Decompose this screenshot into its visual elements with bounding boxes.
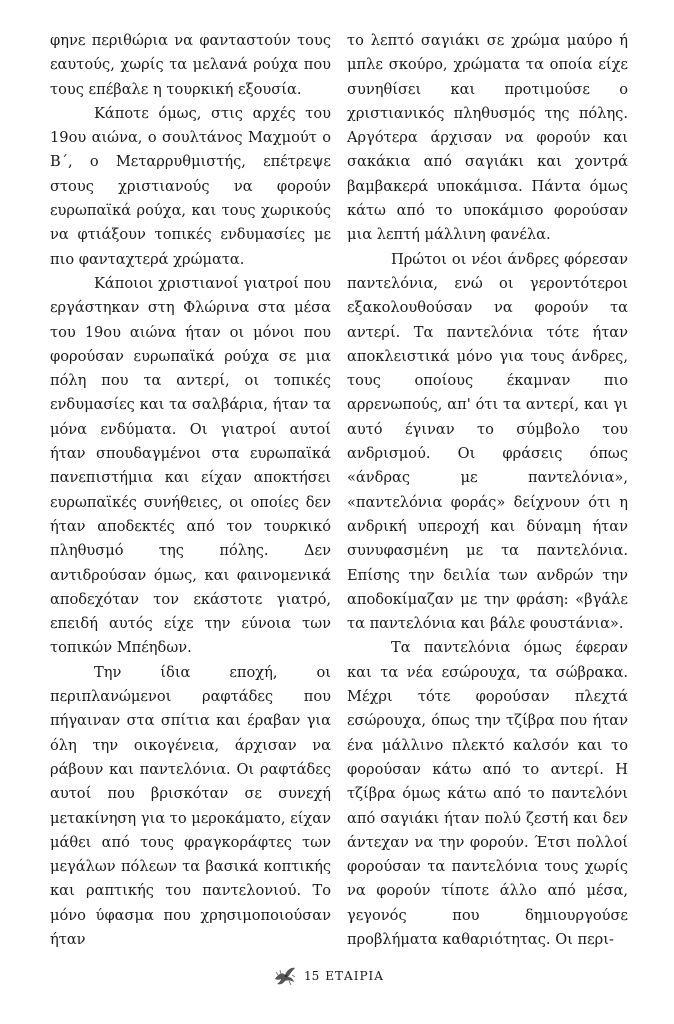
paragraph: φηνε περιθώρια να φανταστούν τους εαυτούς, χωρίς τα μελανά ρούχα που τους επέβαλε η τουρκική εξουσία. — [50, 32, 331, 98]
paragraph: Κάποιοι χριστιανοί γιατροί που εργάστηκαν στη Φλώρινα στα μέσα του 19ου αιώνα ήταν οι μόνοι που φορούσαν ευρωπαϊκά ρούχα σε μια πόλη που τα αντερί, οι τοπικές ενδυμασίες και τα σαλβάρια, ήταν τα μόνα ενδύματα. Οι γιατροί αυτοί ήταν σπουδαγμένοι στα ευρωπαϊκά πανεπιστήμια και είχαν αποκτήσει ευρωπαϊκές συνήθειες, οι οποίες δεν ήταν αποδεκτές από τον τουρκικό πληθυσμό της πόλης. Δεν αντιδρούσαν όμως, και φαινομενικά αποδεχόταν τον εκάστοτε γιατρό, επειδή αυτός είχε την εύνοια των τοπικών Μπέηδων. — [50, 274, 331, 657]
right-column — [347, 29, 628, 952]
paragraph: το λεπτό σαγιάκι σε χρώμα μαύρο ή μπλε σκούρο, χρώματα τα οποία είχε συνηθίσει και προτιμούσε ο χριστιανικός πληθυσμός της πόλης. Αργότερα άρχισαν να φορούν και σακάκια από σαγιάκι και χοντρά βαμβακερά υποκάμισα. Πάντα όμως κάτω από το υποκάμισο φορούσαν μια λεπτή μάλλινη φανέλα. — [347, 32, 628, 244]
journal-name: ΕΤΑΙΡΙΑ — [325, 969, 384, 983]
paragraph: Την ίδια εποχή, οι περιπλανώμενοι ραφτάδες που πήγαιναν στα σπίτια και έραβαν για όλη την οικογένεια, άρχισαν να ράβουν και παντελόνια. Οι ραφτάδες αυτοί που βρισκόταν σε συνεχή μετακίνηση για το μεροκάματο, είχαν μάθει από τους φραγκοράφτες των μεγάλων πόλεων τα βασικά κοπτικής και ραπτικής του παντελονιού. Το μόνο ύφασμα που χρησιμοποιούσαν ήταν — [50, 663, 331, 948]
page-number: 15 — [304, 969, 320, 983]
page-footer — [272, 963, 384, 989]
left-column — [50, 29, 331, 952]
paragraph: Κάποτε όμως, στις αρχές του 19ου αιώνα, ο σουλτάνος Μαχμούτ ο Β΄, ο Μεταρρυθμιστής, επέτρεψε στους χριστιανούς να φορούν ευρωπαϊκά ρούχα, και τους χωρικούς να φτιάξουν τοπικές ενδυμασίες με πιο φανταχτερά χρώματα. — [50, 104, 331, 268]
paragraph: Τα παντελόνια όμως έφεραν και τα νέα εσώρουχα, τα σώβρακα. Μέχρι τότε φορούσαν πλεχτά εσώρουχα, όπως την τζίβρα που ήταν ένα μάλλινο πλεκτό καλσόν και το φορούσαν κάτω από το αντερί. Η τζίβρα όμως κάτω από το παντελόνι από σαγιάκι ήταν πολύ ζεστή και δεν άντεχαν να την φορούν. Έτσι πολλοί φορούσαν τα παντελόνια τους χωρίς να φορούν τίποτε άλλο από μέσα, γεγονός που δημιουργούσε προβλήματα καθαριότητας. Οι περι- — [347, 639, 628, 948]
paragraph: Πρώτοι οι νέοι άνδρες φόρεσαν παντελόνια, ενώ οι γεροντότεροι εξακολουθούσαν να φορούν τα αντερί. Τα παντελόνια τότε ήταν αποκλειστικά μόνο για τους άνδρες, τους οποίους έκαμναν πιο αρρενωπούς, απ' ότι τα αντερί, και γι αυτό έγιναν το σύμβολο του ανδρισμού. Οι φράσεις όπως «άνδρας με παντελόνια», «παντελόνια φοράς» δείχνουν ότι η ανδρική υπεροχή και δύναμη ήταν συνυφασμένη με τα παντελόνια. Επίσης την δειλία των ανδρών την αποδοκίμαζαν με την φράση: «βγάλε τα παντελόνια και βάλε φουστάνια». — [347, 250, 628, 633]
bird-logo-icon — [272, 963, 298, 989]
